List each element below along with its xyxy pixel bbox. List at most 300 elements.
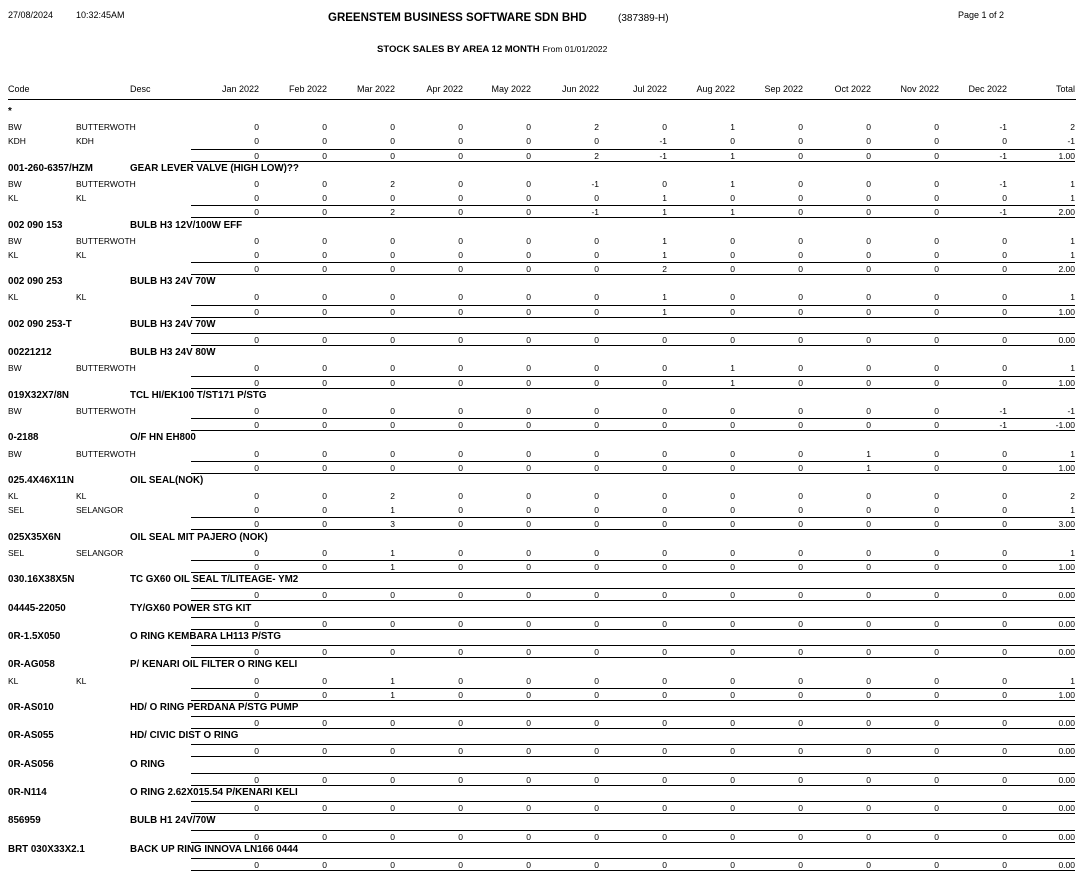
product-total-row xyxy=(0,461,1088,475)
qty-cell: 0 xyxy=(254,193,259,204)
product-row xyxy=(0,432,1088,446)
grand-total-cell: -1.00 xyxy=(1027,420,1075,430)
product-desc: GEAR LEVER VALVE (HIGH LOW)?? xyxy=(130,162,299,174)
subtotal-cell: 0 xyxy=(541,775,599,785)
area-name: BUTTERWOTH xyxy=(76,363,136,374)
product-desc: OIL SEAL(NOK) xyxy=(130,474,204,486)
area-row xyxy=(0,503,1088,517)
subtotal-cell: 0 xyxy=(745,335,803,345)
subtotal-cell: 0 xyxy=(813,746,871,756)
qty-cell: 0 xyxy=(798,136,803,147)
grand-total-cell: 1.00 xyxy=(1027,463,1075,473)
qty-cell: 0 xyxy=(934,292,939,303)
product-desc: O RING xyxy=(130,758,165,770)
product-code: 025X35X6N xyxy=(8,531,61,543)
product-code: 025.4X46X11N xyxy=(8,474,74,486)
subtotal-cell: 0 xyxy=(201,335,259,345)
subtotal-cell: 0 xyxy=(473,690,531,700)
product-code: 002 090 153 xyxy=(8,219,63,231)
qty-cell: 0 xyxy=(730,136,735,147)
qty-cell: 0 xyxy=(458,405,463,416)
qty-cell: 0 xyxy=(866,505,871,516)
area-name: KL xyxy=(76,193,87,204)
subtotal-cell: 0 xyxy=(405,151,463,161)
subtotal-cell: 0 xyxy=(813,264,871,274)
product-row xyxy=(0,163,1088,177)
qty-cell: 0 xyxy=(866,675,871,686)
row-total-cell: 1 xyxy=(1070,249,1075,260)
company-reg-no: (387389-H) xyxy=(618,13,669,24)
qty-cell: 0 xyxy=(254,122,259,133)
subtotal-cell: -1 xyxy=(609,151,667,161)
qty-cell: 0 xyxy=(458,122,463,133)
subtotal-cell: 0 xyxy=(949,746,1007,756)
column-header-month: Nov 2022 xyxy=(900,84,939,94)
qty-cell: 0 xyxy=(934,675,939,686)
qty-cell: 2 xyxy=(594,122,599,133)
qty-cell: 0 xyxy=(866,491,871,502)
area-code: KL xyxy=(8,675,19,686)
row-total-cell: 2 xyxy=(1070,491,1075,502)
company-name: GREENSTEM BUSINESS SOFTWARE SDN BHD xyxy=(328,12,587,24)
subtotal-cell: 0 xyxy=(337,420,395,430)
qty-cell: 0 xyxy=(458,193,463,204)
subtotal-cell: 0 xyxy=(201,420,259,430)
qty-cell: 0 xyxy=(798,491,803,502)
qty-cell: 0 xyxy=(594,448,599,459)
product-total-row xyxy=(0,801,1088,815)
subtotal-cell: 0 xyxy=(405,803,463,813)
qty-cell: 0 xyxy=(934,136,939,147)
subtotal-cell: 0 xyxy=(269,775,327,785)
subtotal-cell: 1 xyxy=(337,562,395,572)
subtotal-cell: 0 xyxy=(745,420,803,430)
subtotal-cell: 0 xyxy=(337,718,395,728)
subtotal-cell: 0 xyxy=(473,420,531,430)
grand-total-cell: 1.00 xyxy=(1027,562,1075,572)
qty-cell: 0 xyxy=(934,491,939,502)
product-code: 0R-AS055 xyxy=(8,730,54,742)
product-desc: BULB H3 12V/100W EFF xyxy=(130,219,243,231)
grand-total-cell: 1.00 xyxy=(1027,151,1075,161)
area-name: KL xyxy=(76,249,87,260)
subtotal-cell: 0 xyxy=(609,746,667,756)
product-desc: BULB H3 24V 70W xyxy=(130,318,216,330)
subtotal-cell: 0 xyxy=(677,832,735,842)
area-code: BW xyxy=(8,405,22,416)
qty-cell: 0 xyxy=(458,178,463,189)
subtotal-cell: 0 xyxy=(269,718,327,728)
area-name: KL xyxy=(76,491,87,502)
qty-cell: 0 xyxy=(866,405,871,416)
subtotal-cell: 0 xyxy=(473,746,531,756)
subtotal-cell: 0 xyxy=(949,335,1007,345)
qty-cell: 0 xyxy=(322,491,327,502)
qty-cell: 0 xyxy=(254,547,259,558)
area-code: SEL xyxy=(8,547,25,558)
qty-cell: 0 xyxy=(254,405,259,416)
subtotal-cell: 0 xyxy=(541,264,599,274)
subtotal-cell: 0 xyxy=(881,718,939,728)
product-total-row xyxy=(0,305,1088,319)
product-row xyxy=(0,844,1088,858)
qty-cell: 0 xyxy=(1002,292,1007,303)
subtotal-cell: 0 xyxy=(269,803,327,813)
subtotal-cell: 0 xyxy=(473,832,531,842)
subtotal-cell: 0 xyxy=(813,590,871,600)
subtotal-cell: 0 xyxy=(337,832,395,842)
product-total-row xyxy=(0,617,1088,631)
qty-cell: 0 xyxy=(254,136,259,147)
product-total-row xyxy=(0,588,1088,602)
subtotal-cell: 0 xyxy=(609,832,667,842)
subtotal-cell: 0 xyxy=(813,420,871,430)
qty-cell: 1 xyxy=(866,448,871,459)
subtotal-cell: 0 xyxy=(949,690,1007,700)
subtotal-cell: 0 xyxy=(609,690,667,700)
qty-cell: 0 xyxy=(1002,235,1007,246)
subtotal-cell: 0 xyxy=(813,718,871,728)
subtotal-cell: 0 xyxy=(813,562,871,572)
subtotal-cell: 0 xyxy=(745,647,803,657)
subtotal-cell: 1 xyxy=(677,207,735,217)
subtotal-cell: 0 xyxy=(677,420,735,430)
subtotal-cell: 0 xyxy=(473,647,531,657)
subtotal-cell: 0 xyxy=(473,151,531,161)
subtotal-cell: 0 xyxy=(677,803,735,813)
qty-cell: 0 xyxy=(526,405,531,416)
subtotal-cell: 0 xyxy=(609,519,667,529)
qty-cell: 0 xyxy=(322,675,327,686)
subtotal-cell: 0 xyxy=(677,619,735,629)
product-total-row xyxy=(0,205,1088,219)
subtotal-cell: 0 xyxy=(269,647,327,657)
qty-cell: 0 xyxy=(594,235,599,246)
subtotal-cell: 0 xyxy=(677,860,735,870)
subtotal-cell: 0 xyxy=(337,775,395,785)
subtotal-cell: 0 xyxy=(201,832,259,842)
subtotal-cell: 0 xyxy=(881,562,939,572)
qty-cell: 0 xyxy=(730,235,735,246)
qty-cell: 0 xyxy=(662,122,667,133)
product-desc: P/ KENARI OIL FILTER O RING KELI xyxy=(130,659,298,671)
qty-cell: 0 xyxy=(594,249,599,260)
qty-cell: 0 xyxy=(526,235,531,246)
qty-cell: 0 xyxy=(390,193,395,204)
area-code: BW xyxy=(8,235,22,246)
qty-cell: 0 xyxy=(390,448,395,459)
area-row xyxy=(0,674,1088,688)
subtotal-cell: 0 xyxy=(201,307,259,317)
subtotal-cell: 0 xyxy=(745,590,803,600)
grand-total-cell: 0.00 xyxy=(1027,803,1075,813)
product-row xyxy=(0,276,1088,290)
subtotal-cell: 1 xyxy=(609,307,667,317)
subtotal-cell: 0 xyxy=(473,562,531,572)
grand-total-cell: 1.00 xyxy=(1027,378,1075,388)
qty-cell: 0 xyxy=(934,405,939,416)
subtotal-cell: 0 xyxy=(473,803,531,813)
subtotal-cell: 0 xyxy=(881,647,939,657)
grand-total-cell: 2.00 xyxy=(1027,207,1075,217)
area-code: KL xyxy=(8,292,19,303)
column-header-rule xyxy=(8,99,1076,100)
column-header-month: May 2022 xyxy=(491,84,531,94)
subtotal-cell: 0 xyxy=(677,519,735,529)
subtotal-cell: 0 xyxy=(949,307,1007,317)
subtotal-cell: 0 xyxy=(813,335,871,345)
product-total-row xyxy=(0,333,1088,347)
qty-cell: 0 xyxy=(594,491,599,502)
product-total-row xyxy=(0,688,1088,702)
product-code: 0R-AG058 xyxy=(8,659,55,671)
subtotal-cell: 0 xyxy=(337,264,395,274)
product-code: 04445-22050 xyxy=(8,602,66,614)
subtotal-cell: 0 xyxy=(201,746,259,756)
subtotal-cell: 0 xyxy=(881,335,939,345)
column-header-code: Code xyxy=(8,84,30,94)
subtotal-cell: 0 xyxy=(949,519,1007,529)
qty-cell: 0 xyxy=(934,448,939,459)
subtotal-cell: 0 xyxy=(949,803,1007,813)
subtotal-cell: 0 xyxy=(201,590,259,600)
subtotal-cell: 0 xyxy=(405,832,463,842)
subtotal-cell: 0 xyxy=(745,207,803,217)
subtotal-cell: 0 xyxy=(609,647,667,657)
subtotal-cell: 0 xyxy=(201,690,259,700)
print-date: 27/08/2024 xyxy=(8,10,54,20)
subtotal-cell: 0 xyxy=(813,207,871,217)
subtotal-cell: 0 xyxy=(949,378,1007,388)
area-code: KL xyxy=(8,491,19,502)
product-total-row xyxy=(0,376,1088,390)
subtotal-cell: 0 xyxy=(541,718,599,728)
qty-cell: 0 xyxy=(526,448,531,459)
qty-cell: 0 xyxy=(526,505,531,516)
subtotal-cell: 0 xyxy=(269,207,327,217)
subtotal-cell: 2 xyxy=(541,151,599,161)
qty-cell: 0 xyxy=(526,491,531,502)
subtotal-cell: 0 xyxy=(949,264,1007,274)
qty-cell: 0 xyxy=(390,405,395,416)
qty-cell: 0 xyxy=(390,136,395,147)
subtotal-cell: 0 xyxy=(609,562,667,572)
qty-cell: 0 xyxy=(866,193,871,204)
subtotal-cell: 0 xyxy=(677,590,735,600)
subtotal-cell: 0 xyxy=(269,420,327,430)
qty-cell: 0 xyxy=(526,122,531,133)
qty-cell: 1 xyxy=(662,193,667,204)
qty-cell: 0 xyxy=(254,363,259,374)
subtotal-cell: 0 xyxy=(745,832,803,842)
subtotal-cell: 0 xyxy=(541,647,599,657)
subtotal-cell: 0 xyxy=(813,519,871,529)
qty-cell: 0 xyxy=(322,547,327,558)
area-row xyxy=(0,290,1088,304)
qty-cell: 1 xyxy=(730,363,735,374)
product-code: * xyxy=(8,106,12,117)
column-header-month: Mar 2022 xyxy=(356,84,395,94)
subtotal-cell: 0 xyxy=(609,378,667,388)
subtotal-cell: 0 xyxy=(881,775,939,785)
product-total-row xyxy=(0,418,1088,432)
qty-cell: 0 xyxy=(254,491,259,502)
qty-cell: 0 xyxy=(322,193,327,204)
qty-cell: 0 xyxy=(934,249,939,260)
product-desc: BULB H1 24V/70W xyxy=(130,815,216,827)
product-total-row xyxy=(0,262,1088,276)
product-row xyxy=(0,730,1088,744)
qty-cell: 0 xyxy=(458,675,463,686)
product-code: 0-2188 xyxy=(8,432,39,444)
subtotal-cell: 0 xyxy=(337,860,395,870)
subtotal-cell: 0 xyxy=(473,619,531,629)
subtotal-cell: 0 xyxy=(745,619,803,629)
subtotal-cell: 0 xyxy=(541,307,599,317)
qty-cell: 0 xyxy=(798,249,803,260)
qty-cell: 0 xyxy=(730,405,735,416)
product-desc: TCL HI/EK100 T/ST171 P/STG xyxy=(130,389,267,401)
qty-cell: 0 xyxy=(798,193,803,204)
qty-cell: 0 xyxy=(458,491,463,502)
qty-cell: 0 xyxy=(390,235,395,246)
row-total-cell: 1 xyxy=(1070,178,1075,189)
subtotal-cell: 0 xyxy=(881,746,939,756)
qty-cell: 0 xyxy=(254,675,259,686)
subtotal-cell: 0 xyxy=(609,463,667,473)
subtotal-cell: 0 xyxy=(677,335,735,345)
subtotal-cell: 0 xyxy=(541,463,599,473)
qty-cell: 0 xyxy=(662,505,667,516)
qty-cell: 0 xyxy=(526,547,531,558)
qty-cell: 0 xyxy=(390,122,395,133)
qty-cell: 0 xyxy=(322,178,327,189)
qty-cell: 0 xyxy=(390,249,395,260)
column-header-month: Sep 2022 xyxy=(764,84,803,94)
subtotal-cell: 0 xyxy=(337,307,395,317)
column-header-desc: Desc xyxy=(130,84,151,94)
product-row xyxy=(0,631,1088,645)
subtotal-cell: 0 xyxy=(609,860,667,870)
qty-cell: 0 xyxy=(662,363,667,374)
qty-cell: 0 xyxy=(934,193,939,204)
product-row xyxy=(0,659,1088,673)
subtotal-cell: 0 xyxy=(677,775,735,785)
subtotal-cell: 0 xyxy=(745,718,803,728)
qty-cell: -1 xyxy=(659,136,667,147)
area-row xyxy=(0,546,1088,560)
product-row xyxy=(0,319,1088,333)
area-row xyxy=(0,489,1088,503)
product-code: 0R-1.5X050 xyxy=(8,630,61,642)
qty-cell: 0 xyxy=(866,136,871,147)
subtotal-cell: 0 xyxy=(541,746,599,756)
column-header-month: Apr 2022 xyxy=(426,84,463,94)
grand-total-cell: 0.00 xyxy=(1027,619,1075,629)
grand-total-cell: 0.00 xyxy=(1027,590,1075,600)
subtotal-cell: 0 xyxy=(201,718,259,728)
qty-cell: 0 xyxy=(526,292,531,303)
subtotal-cell: 0 xyxy=(609,335,667,345)
subtotal-cell: 0 xyxy=(609,590,667,600)
qty-cell: 0 xyxy=(458,547,463,558)
subtotal-cell: 0 xyxy=(405,307,463,317)
qty-cell: 0 xyxy=(730,675,735,686)
product-desc: O RING 2.62X015.54 P/KENARI KELI xyxy=(130,787,298,798)
product-code: 0R-AS056 xyxy=(8,758,54,770)
subtotal-cell: 0 xyxy=(269,307,327,317)
qty-cell: 1 xyxy=(662,249,667,260)
subtotal-cell: 0 xyxy=(881,264,939,274)
qty-cell: 0 xyxy=(254,235,259,246)
row-total-cell: 1 xyxy=(1070,235,1075,246)
qty-cell: 0 xyxy=(662,405,667,416)
subtotal-cell: 0 xyxy=(881,207,939,217)
qty-cell: 1 xyxy=(390,547,395,558)
product-desc: O/F HN EH800 xyxy=(130,432,196,444)
report-title xyxy=(377,44,607,55)
subtotal-cell: 0 xyxy=(949,619,1007,629)
product-total-row xyxy=(0,560,1088,574)
qty-cell: 0 xyxy=(322,249,327,260)
subtotal-cell: 0 xyxy=(473,775,531,785)
grand-total-cell: 0.00 xyxy=(1027,860,1075,870)
product-row xyxy=(0,702,1088,716)
row-total-cell: 1 xyxy=(1070,505,1075,516)
area-row xyxy=(0,234,1088,248)
subtotal-cell: 0 xyxy=(201,264,259,274)
subtotal-cell: 0 xyxy=(881,690,939,700)
subtotal-cell: 0 xyxy=(677,746,735,756)
product-row xyxy=(0,603,1088,617)
qty-cell: 0 xyxy=(866,363,871,374)
qty-cell: 0 xyxy=(322,235,327,246)
product-row xyxy=(0,390,1088,404)
qty-cell: 0 xyxy=(458,505,463,516)
subtotal-cell: 0 xyxy=(269,519,327,529)
qty-cell: 0 xyxy=(1002,491,1007,502)
qty-cell: 0 xyxy=(662,675,667,686)
subtotal-cell: 0 xyxy=(405,746,463,756)
area-name: BUTTERWOTH xyxy=(76,448,136,459)
area-name: BUTTERWOTH xyxy=(76,122,136,133)
grand-total-cell: 3.00 xyxy=(1027,519,1075,529)
product-desc: BACK UP RING INNOVA LN166 0444 xyxy=(130,843,299,855)
product-row xyxy=(0,787,1088,801)
product-row xyxy=(0,220,1088,234)
subtotal-cell: 0 xyxy=(541,378,599,388)
subtotal-cell: 0 xyxy=(881,803,939,813)
subtotal-cell: 0 xyxy=(201,378,259,388)
area-code: BW xyxy=(8,363,22,374)
column-header-month: Oct 2022 xyxy=(834,84,871,94)
subtotal-cell: 0 xyxy=(813,619,871,629)
product-code: 001-260-6357/HZM xyxy=(8,162,93,174)
product-total-row xyxy=(0,517,1088,531)
subtotal-cell: 0 xyxy=(745,519,803,529)
qty-cell: 0 xyxy=(526,193,531,204)
qty-cell: 0 xyxy=(1002,448,1007,459)
product-code: 0R-N114 xyxy=(8,787,47,798)
qty-cell: 0 xyxy=(594,292,599,303)
qty-cell: 0 xyxy=(322,292,327,303)
qty-cell: 0 xyxy=(798,405,803,416)
subtotal-cell: 0 xyxy=(745,746,803,756)
subtotal-cell: 0 xyxy=(949,590,1007,600)
subtotal-cell: 0 xyxy=(813,378,871,388)
grand-total-cell: 0.00 xyxy=(1027,775,1075,785)
subtotal-cell: 0 xyxy=(473,264,531,274)
